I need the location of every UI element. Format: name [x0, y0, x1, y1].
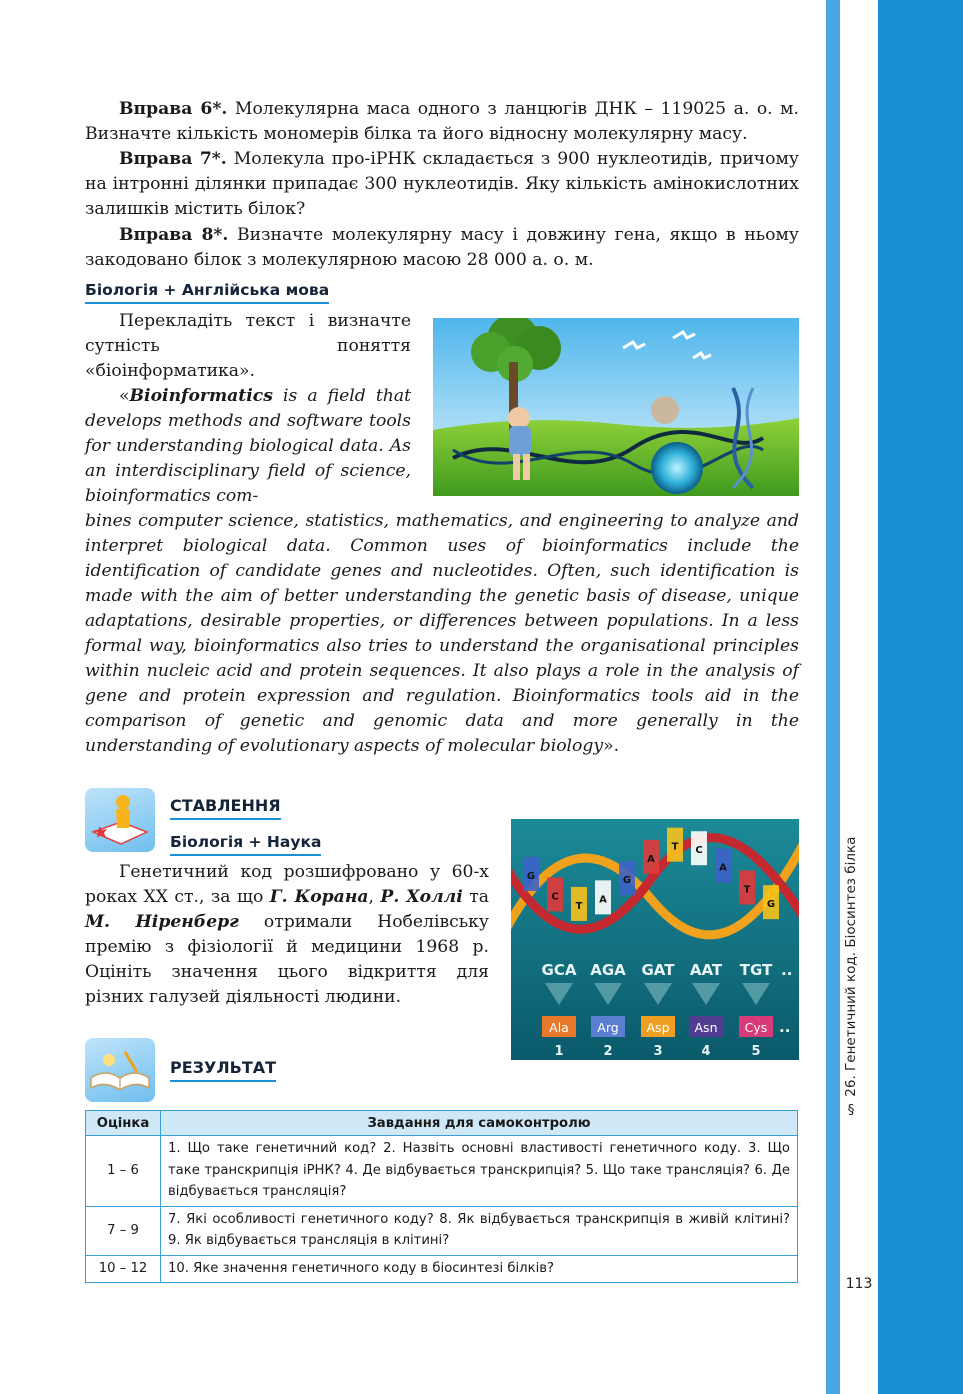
codon-label: GAT	[641, 961, 675, 979]
intro-text: Перекладіть текст і визначте сутність поняття «біоінформатика».	[85, 311, 411, 381]
helix-letter: T	[575, 900, 583, 912]
bioinformatics-illustration	[433, 318, 799, 496]
exercise-text: Визначте молекулярну масу і довжину гена, якщо в ньому закодовано білок з молекулярною масою 28 000 а. о. м.	[85, 225, 799, 270]
result-icon	[85, 1038, 155, 1102]
attitude-icon	[85, 788, 155, 852]
helix-letter: G	[526, 871, 536, 882]
attitude-paragraph	[85, 860, 489, 1010]
header-score: Оцінка	[86, 1111, 161, 1136]
table-header-row	[86, 1111, 798, 1136]
amino-acid-index: 3	[653, 1044, 663, 1059]
dna-helix-illustration	[511, 819, 799, 1060]
quote-top-text: is a field that develops methods and software tools for understanding biological data. As an interdisciplinary field of science, bioinformatics com-	[85, 386, 411, 506]
tasks-cell: 1. Що таке генетичний код? 2. Назвіть основні властивості генетичного коду. 3. Що таке транскрипція іРНК? 4. Де відбувається транскрипція? 5. Що таке трансляція? 6. Де відбувається трансляція?	[161, 1136, 798, 1207]
helix-letter: A	[719, 862, 727, 874]
helix-letter: G	[622, 875, 632, 887]
helix-letter: G	[766, 899, 776, 911]
side-bar-dark	[878, 0, 963, 1394]
score-cell: 7 – 9	[86, 1206, 161, 1255]
attitude-text: Генетичний код розшифровано у 60-х роках XX ст., за що	[85, 862, 489, 907]
person-on-book-icon	[85, 788, 155, 852]
attitude-title: СТАВЛЕННЯ	[170, 796, 281, 820]
attitude-text: ,	[368, 887, 381, 907]
side-bar-strip	[840, 0, 878, 1394]
table-row	[86, 1206, 798, 1255]
amino-acid-label: Cys	[744, 1020, 768, 1035]
header-tasks: Завдання для самоконтролю	[161, 1111, 798, 1136]
helix-letter: A	[647, 853, 655, 865]
exercise-label: Вправа 6*.	[119, 99, 228, 119]
attitude-text: отримали Нобелівську премію з фізіології й медицини 1968 р. Оцініть значення цього відкриття для різних галузей діяльності людини.	[85, 912, 489, 1007]
amino-acid-label: Asn	[694, 1020, 718, 1035]
exercise-label: Вправа 7*.	[119, 149, 227, 169]
amino-trail: ..	[779, 1018, 791, 1036]
exercise-6	[85, 97, 799, 147]
tasks-cell: 10. Яке значення генетичного коду в біосинтезі білків?	[161, 1255, 798, 1283]
exercise-7	[85, 147, 799, 222]
helix-letter: C	[551, 891, 559, 903]
amino-acid-label: Arg	[597, 1020, 619, 1035]
tasks-cell: 7. Які особливості генетичного коду? 8. Як відбувається транскрипція в живій клітині? 9. Як відбувається трансляція в клітині?	[161, 1206, 798, 1255]
amino-acid-index: 5	[751, 1044, 761, 1059]
score-cell: 1 – 6	[86, 1136, 161, 1207]
helix-letter: A	[599, 894, 607, 906]
attitude-text: та	[462, 887, 489, 907]
amino-acid-index: 4	[701, 1044, 711, 1059]
score-cell: 10 – 12	[86, 1255, 161, 1283]
scientist-name: Г. Корана	[269, 887, 369, 907]
codon-label: AGA	[590, 961, 626, 979]
bioinformatics-quote-top	[85, 384, 411, 509]
bio-english-intro	[85, 309, 411, 384]
helix-letter: T	[743, 884, 751, 896]
codon-label: TGT	[739, 961, 773, 979]
exercise-label: Вправа 8*.	[119, 225, 229, 245]
quote-close: ».	[603, 736, 620, 756]
bio-english-heading: Біологія + Англійська мова	[85, 280, 329, 304]
exercise-8	[85, 223, 799, 273]
table-row	[86, 1255, 798, 1283]
scientist-name: Р. Холлі	[380, 887, 463, 907]
codon-trail: ..	[781, 961, 793, 979]
codon-label: GCA	[541, 961, 577, 979]
bioinformatics-photo	[433, 318, 799, 496]
amino-acid-index: 1	[554, 1044, 564, 1059]
helix-letter: T	[671, 841, 679, 853]
exercise-text: Молекулярна маса одного з ланцюгів ДНК – 119025 а. о. м. Визначте кількість мономерів білка та його відносну молекулярну масу.	[85, 99, 800, 144]
bioinformatics-quote-rest	[85, 509, 799, 759]
codon-label: AAT	[689, 961, 723, 979]
amino-acid-label: Ala	[549, 1020, 569, 1035]
open-book-icon	[85, 1038, 155, 1102]
table-row	[86, 1136, 798, 1207]
amino-acid-index: 2	[603, 1044, 613, 1059]
result-title: РЕЗУЛЬТАТ	[170, 1058, 276, 1082]
page-number: 113	[845, 1276, 873, 1292]
bio-science-heading: Біологія + Наука	[170, 832, 321, 856]
self-check-table	[85, 1110, 798, 1283]
side-bar-light	[826, 0, 840, 1394]
genetic-code-figure	[511, 819, 799, 1060]
quote-term: Bioinformatics	[129, 386, 273, 406]
quote-rest-text: bines computer science, statistics, mathematics, and engineering to analyze and interpret biological data. Common uses of bioinformatics include the identification of candidate genes and nucleotides. Often, such identification is made with the aim of better understanding the genetic basis of disease, unique adaptations, desirable properties, or differences between populations. In a less formal way, bioinformatics also tries to understand the organisational principles within nucleic acid and protein sequences. It also plays a role in the analysis of gene and protein expression and regulation. Bioinformatics tools aid in the comparison of genetic and genomic data and more generally in the understanding of evolutionary aspects of molecular biology	[85, 511, 799, 756]
exercise-text: Молекула про-іРНК складається з 900 нуклеотидів, причому на інтронні ділянки припадає 300 нуклеотидів. Яку кількість амінокислотних залишків містить білок?	[85, 149, 799, 219]
helix-letter: C	[695, 845, 703, 857]
quote-open: «	[119, 386, 130, 406]
scientist-name: М. Ніренберг	[85, 912, 239, 932]
amino-acid-label: Asp	[646, 1020, 670, 1035]
running-title: § 26. Генетичний код. Біосинтез білка	[843, 836, 859, 1118]
